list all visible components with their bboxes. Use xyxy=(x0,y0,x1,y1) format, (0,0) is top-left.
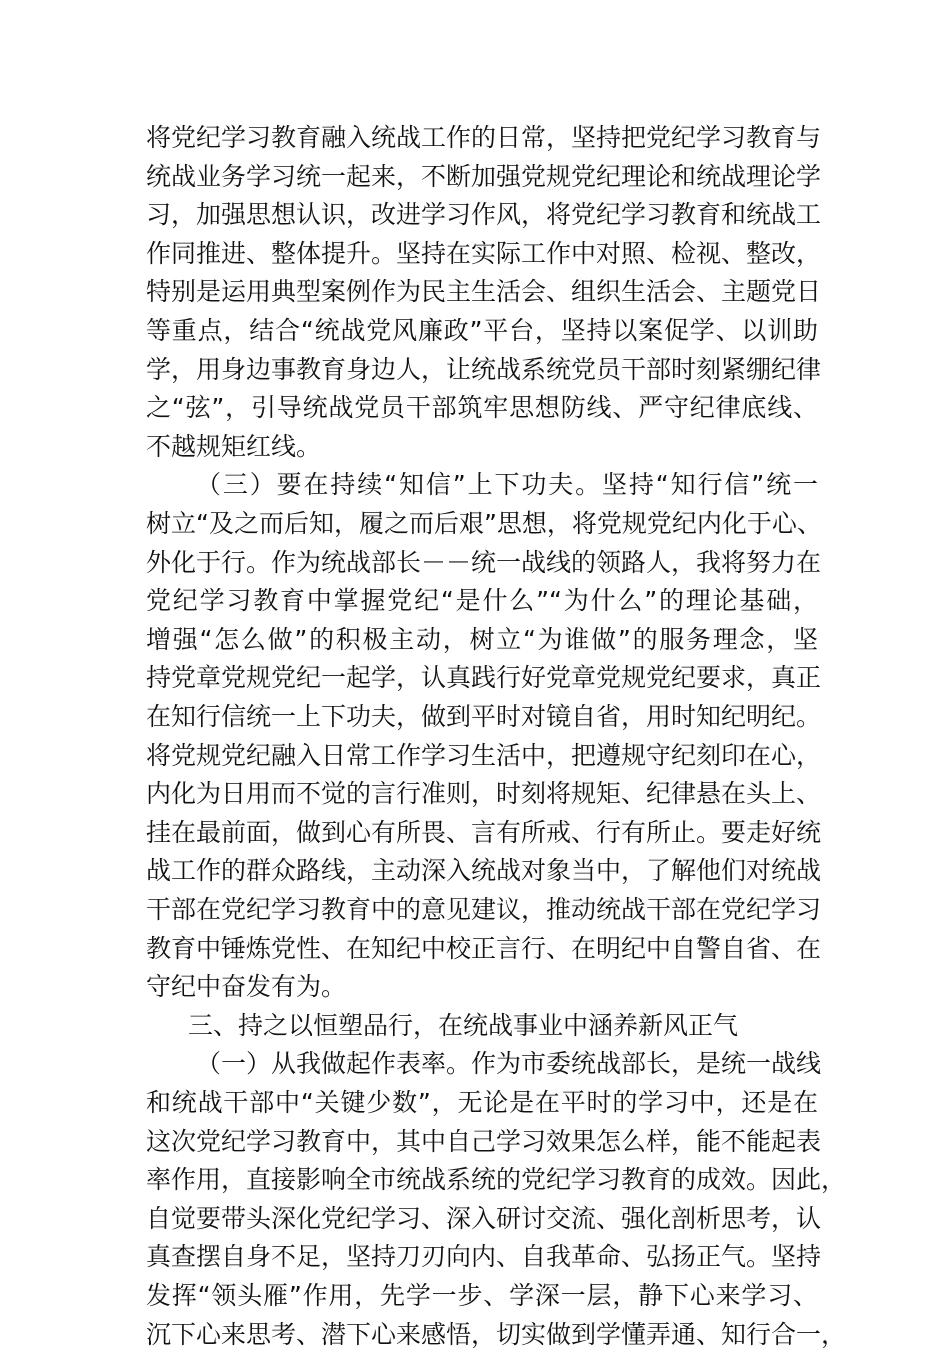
paragraph-line: 内化为日用而不觉的言行准则，时刻将规矩、纪律悬在头上、 xyxy=(146,779,822,809)
paragraph-line: 外化于行。作为统战部长－－统一战线的领路人，我将努力在 xyxy=(146,547,822,577)
paragraph-line: 学，用身边事教育身边人，让统战系统党员干部时刻紧绷纪律 xyxy=(146,354,822,384)
paragraph-line: 特别是运用典型案例作为民主生活会、组织生活会、主题党日 xyxy=(146,277,822,307)
paragraph-line: 持党章党规党纪一起学，认真践行好党章党规党纪要求，真正 xyxy=(146,663,822,693)
paragraph-line: 教育中锤炼党性、在知纪中校正言行、在明纪中自警自省、在 xyxy=(146,933,822,963)
paragraph-line: 之“弦”，引导统战党员干部筑牢思想防线、严守纪律底线、 xyxy=(146,393,818,423)
paragraph-line: 统战业务学习统一起来，不断加强党规党纪理论和统战理论学 xyxy=(146,161,822,191)
paragraph-line: 习，加强思想认识，改进学习作风，将党纪学习教育和统战工 xyxy=(146,200,822,230)
section-heading-three: 三、持之以恒塑品行，在统战事业中涵养新风正气 xyxy=(188,1010,739,1040)
paragraph-line: 将党纪学习教育融入统战工作的日常，坚持把党纪学习教育与 xyxy=(146,123,822,152)
paragraph-line: 真查摆自身不足，坚持刀刃向内、自我革命、弘扬正气。坚持 xyxy=(146,1242,822,1272)
paragraph-line: 发挥“领头雁”作用，先学一步、学深一层，静下心来学习、 xyxy=(146,1281,818,1310)
paragraph-line: 将党规党纪融入日常工作学习生活中，把遵规守纪刻印在心， xyxy=(146,740,822,770)
paragraph-line: 在知行信统一上下功夫，做到平时对镜自省，用时知纪明纪。 xyxy=(146,702,822,731)
paragraph-line: 沉下心来思考、潜下心来感悟，切实做到学懂弄通、知行合一， xyxy=(146,1319,847,1349)
paragraph-line: 挂在最前面，做到心有所畏、言有所戒、行有所止。要走好统 xyxy=(146,817,822,847)
paragraph-line: 率作用，直接影响全市统战系统的党纪学习教育的成效。因此， xyxy=(146,1165,847,1195)
paragraph-line: 这次党纪学习教育中，其中自己学习效果怎么样，能不能起表 xyxy=(146,1126,822,1156)
paragraph-line: 守纪中奋发有为。 xyxy=(146,972,347,1002)
paragraph-line: 不越规矩红线。 xyxy=(146,431,322,461)
paragraph-line: 干部在党纪学习教育中的意见建议，推动统战干部在党纪学习 xyxy=(146,895,822,924)
paragraph-line: 树立“及之而后知，履之而后艰”思想，将党规党纪内化于心、 xyxy=(146,509,822,538)
paragraph-line: 和统战干部中“关键少数”，无论是在平时的学习中，还是在 xyxy=(146,1088,818,1117)
paragraph-line: 党纪学习教育中掌握党纪“是什么”“为什么”的理论基础， xyxy=(146,586,818,616)
section-heading-3: （三）要在持续“知信”上下功夫。坚持“知行信”统一 xyxy=(196,470,818,500)
paragraph-line: 增强“怎么做”的积极主动，树立“为谁做”的服务理念，坚 xyxy=(146,624,818,654)
paragraph-line: 等重点，结合“统战党风廉政”平台，坚持以案促学、以训助 xyxy=(146,316,818,345)
paragraph-line: 战工作的群众路线，主动深入统战对象当中，了解他们对统战 xyxy=(146,856,822,886)
paragraph-line: 作同推进、整体提升。坚持在实际工作中对照、检视、整改， xyxy=(146,238,822,268)
paragraph-line: 自觉要带头深化党纪学习、深入研讨交流、强化剖析思考，认 xyxy=(146,1203,822,1233)
section-heading-1: （一）从我做起作表率。作为市委统战部长，是统一战线 xyxy=(196,1049,822,1079)
